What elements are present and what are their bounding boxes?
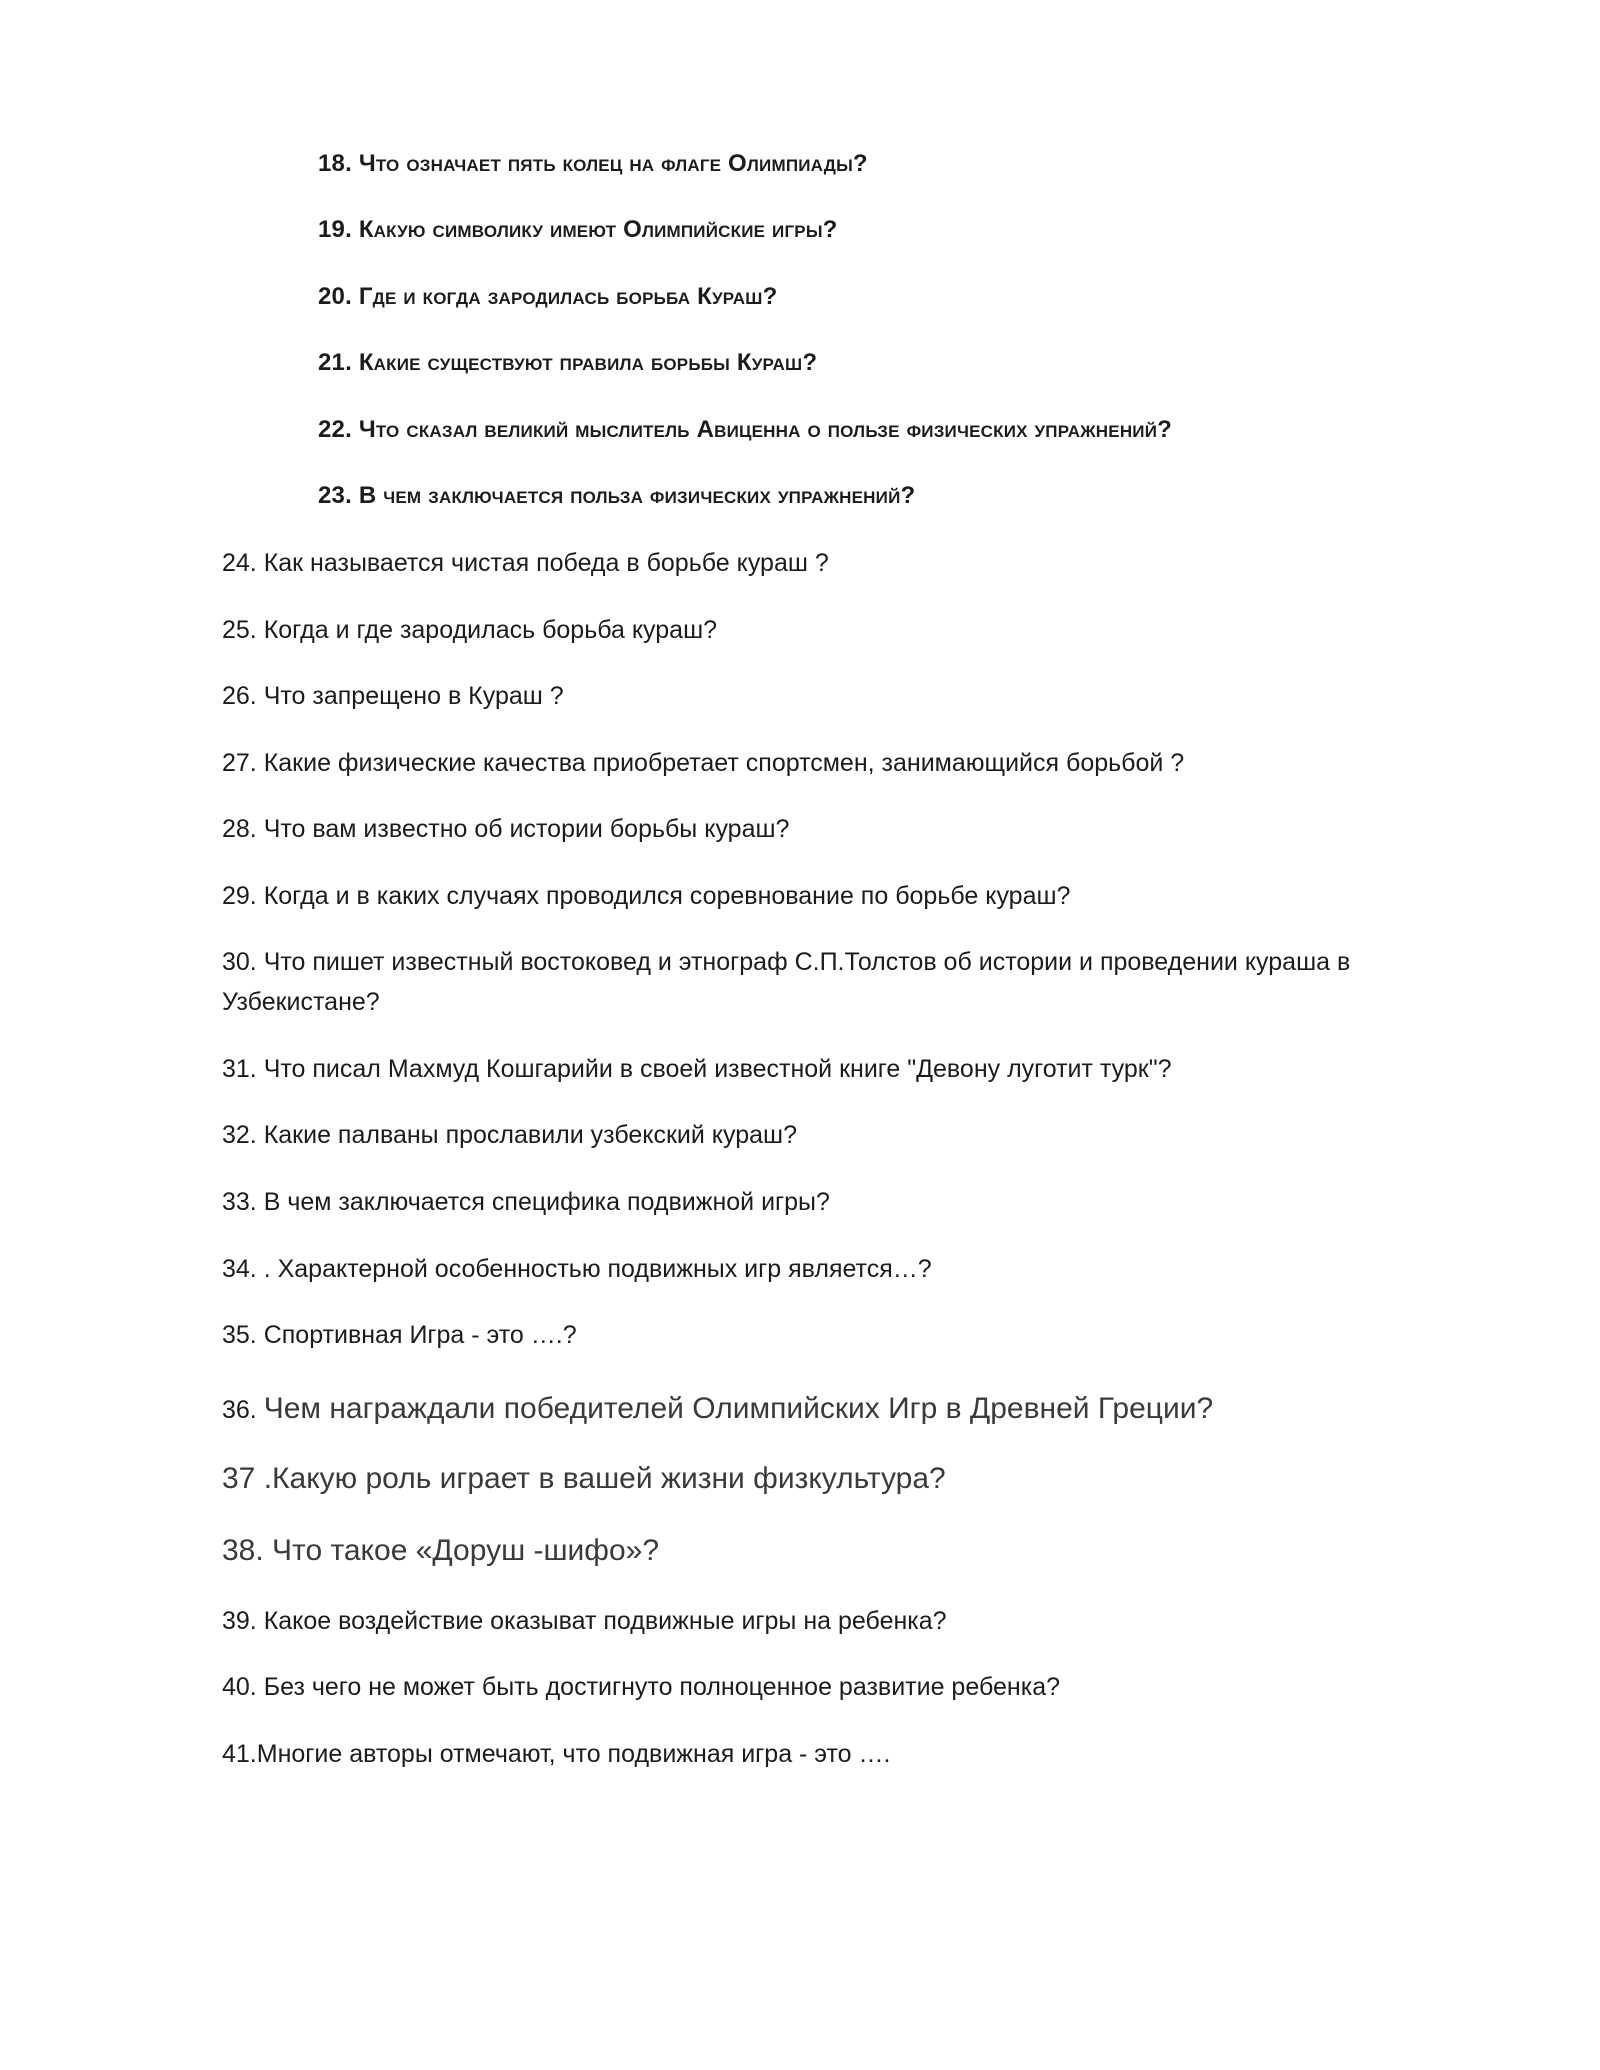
question-19: 19. Какую символику имеют Олимпийские игры? <box>318 216 838 243</box>
question-21: 21. Какие существуют правила борьбы Кураш? <box>318 349 818 376</box>
question-27: 27. Какие физические качества приобретает спортсмен, занимающийся борьбой ? <box>222 749 1185 777</box>
question-26: 26. Что запрещено в Кураш ? <box>222 682 564 710</box>
question-22: 22. Что сказал великий мыслитель Авиценна о пользе физических упражнений? <box>318 416 1172 443</box>
question-35: 35. Спортивная Игра - это ….? <box>222 1321 577 1349</box>
question-38: 38. Что такое «Доруш -шифо»? <box>222 1534 660 1567</box>
question-25: 25. Когда и где зародилась борьба кураш? <box>222 616 718 644</box>
question-30-continuation: Узбекистане? <box>222 988 380 1016</box>
question-33: 33. В чем заключается специфика подвижной игры? <box>222 1188 830 1216</box>
question-20: 20. Где и когда зародилась борьба Кураш? <box>318 283 778 310</box>
question-36 <box>222 1392 1213 1426</box>
question-37: 37 .Какую роль играет в вашей жизни физкультура? <box>222 1462 946 1495</box>
question-41: 41.Многие авторы отмечают, что подвижная игра - это …. <box>222 1740 891 1768</box>
question-32: 32. Какие палваны прославили узбекский кураш? <box>222 1121 798 1149</box>
question-28: 28. Что вам известно об истории борьбы кураш? <box>222 815 790 843</box>
question-30: 30. Что пишет известный востоковед и этнограф С.П.Толстов об истории и проведении кураша в <box>222 948 1351 976</box>
question-40: 40. Без чего не может быть достигнуто полноценное развитие ребенка? <box>222 1673 1061 1701</box>
question-29: 29. Когда и в каких случаях проводился соревнование по борьбе кураш? <box>222 882 1071 910</box>
question-24: 24. Как называется чистая победа в борьбе кураш ? <box>222 549 829 577</box>
question-36-text: Чем награждали победителей Олимпийских Игр в Древней Греции? <box>263 1392 1214 1425</box>
question-36-number: 36. <box>222 1396 257 1424</box>
question-23: 23. В чем заключается польза физических упражнений? <box>318 482 916 509</box>
question-39: 39. Какое воздействие оказыват подвижные игры на ребенка? <box>222 1607 947 1635</box>
question-34: 34. . Характерной особенностью подвижных игр является…? <box>222 1255 932 1283</box>
question-18: 18. Что означает пять колец на флаге Олимпиады? <box>318 150 868 177</box>
question-31: 31. Что писал Махмуд Кошгарийи в своей известной книге "Девону луготит турк"? <box>222 1055 1172 1083</box>
